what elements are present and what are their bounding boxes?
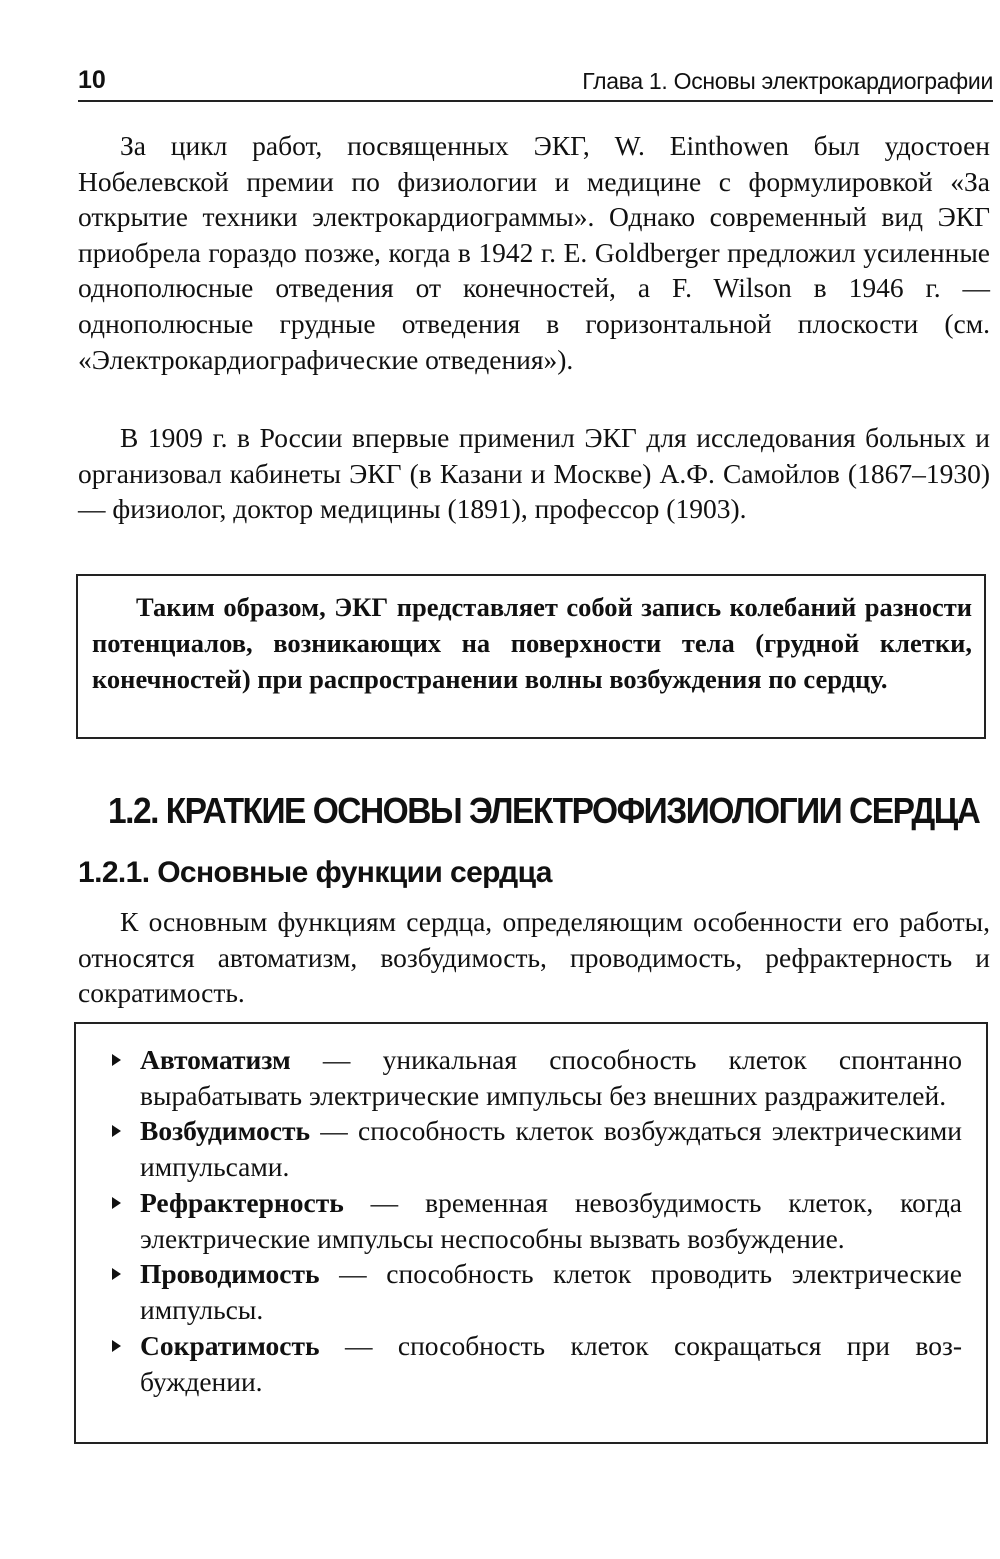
definition-term: Автоматизм: [140, 1044, 291, 1075]
chapter-title: Глава 1. Основы электрокардиографии: [582, 68, 993, 94]
definition-item: [110, 1328, 962, 1399]
triangle-bullet-icon: [112, 1340, 121, 1352]
definition-text: — способность клеток возбуждаться электрическими импульсами.: [140, 1115, 962, 1183]
definition-term: Рефрактерность: [140, 1186, 344, 1218]
triangle-bullet-icon: [112, 1125, 121, 1137]
triangle-bullet-icon: [112, 1268, 121, 1280]
section-title: 1.2. КРАТКИЕ ОСНОВЫ ЭЛЕКТРОФИЗИОЛОГИИ СЕРДЦА: [108, 790, 980, 831]
paragraph-samoilov: [78, 420, 990, 527]
triangle-bullet-icon: [112, 1054, 121, 1066]
definition-item: [110, 1042, 962, 1113]
definition-text: — уникальная способность клеток спонтанно вырабатывать электрические импульсы без внешних раздражителей.: [140, 1044, 962, 1111]
paragraph-einthoven: [78, 128, 990, 377]
paragraph-text: В 1909 г. в России впервые применил ЭКГ для исследования больных и организовал кабинеты ЭКГ (в Казани и Москве) А.Ф. Самойлов (1867–1930) — физиолог, доктор медицины (1891), профессор (1903).: [78, 422, 990, 525]
definition-term: Сократимость: [140, 1329, 320, 1361]
definition-term: Проводимость: [140, 1258, 320, 1290]
definition-item: [110, 1113, 962, 1184]
definitions-box: [74, 1022, 988, 1444]
definition-text: — способность клеток проводить электрические импульсы.: [140, 1258, 962, 1326]
definition-item: [110, 1185, 962, 1256]
triangle-bullet-icon: [112, 1197, 121, 1209]
paragraph-functions: [78, 904, 990, 1011]
paragraph-text: За цикл работ, посвященных ЭКГ, W. Einthowen был удостоен Нобелевской премии по физиологии и медицине с формулировкой «За открытие техники электрокардиограммы». Однако современный вид ЭКГ приобрела гораздо позже, когда в 1942 г. E. Goldberger предложил усиленные однополюсные отведения от конечностей, а F. Wilson в 1946 г. — однополюсные грудные отведения в горизонтальной плоскости (см. «Электрокардиографические отведения»).: [78, 130, 991, 375]
definition-item: [110, 1256, 962, 1327]
summary-text: Таким образом, ЭКГ представляет собой запись колебаний разности потенциалов, возникающих на поверхности тела (грудной клетки, конечностей) при распространении волны возбуждения по сердцу.: [92, 592, 972, 694]
subsection-title: 1.2.1. Основные функции сердца: [78, 856, 552, 889]
paragraph-text: К основным функциям сердца, определяющим особенности его работы, относятся автоматизм, возбудимость, проводимость, рефрактерность и сократимость.: [78, 906, 990, 1009]
definition-term: Возбудимость: [140, 1115, 310, 1147]
definition-text: — способность клеток сокращаться при возбуждении.: [140, 1329, 962, 1397]
page-number: 10: [78, 66, 106, 94]
page-header: [78, 62, 993, 102]
summary-box: [76, 574, 986, 739]
definition-text: — временная невозбудимость клеток, когда электрические импульсы неспособны вызвать возбуждение.: [140, 1186, 962, 1254]
